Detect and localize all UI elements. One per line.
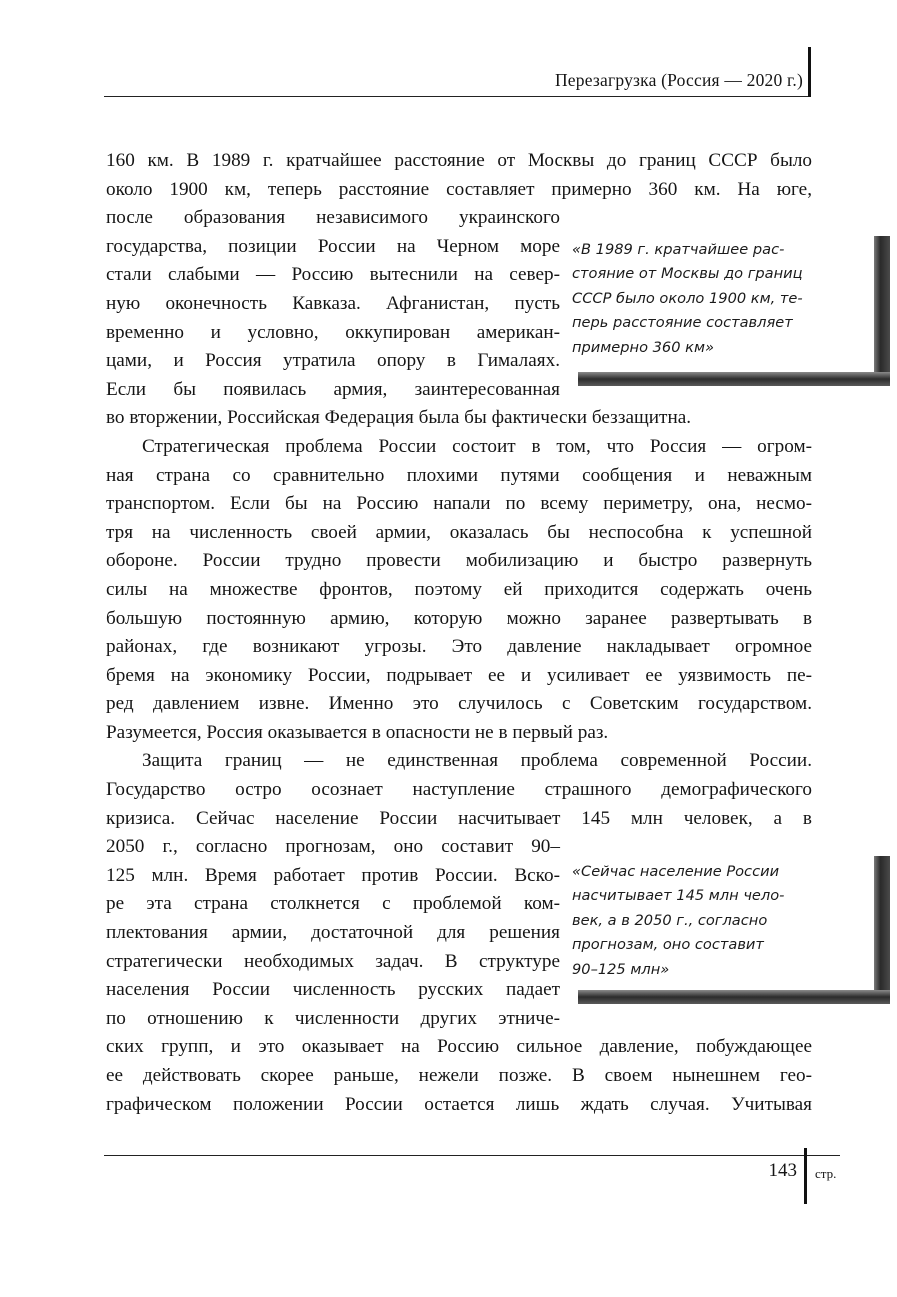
text-line: 125 млн. Время работает против России. Вско-: [106, 864, 560, 886]
pull-quote-shadow: [578, 372, 890, 386]
text-line: бремя на экономику России, подрывает ее и усиливает ее уязвимость пе-: [106, 664, 812, 686]
pull-quote-line: примерно 360 км»: [572, 338, 714, 356]
text-line: обороне. России трудно провести мобилизацию и быстро развернуть: [106, 550, 812, 572]
text-line: цами, и Россия утратила опору в Гималаях.: [106, 350, 560, 372]
text-line: 160 км. В 1989 г. кратчайшее расстояние от Москвы до границ СССР было: [106, 150, 812, 171]
pull-quote-line: прогнозам, оно составит: [572, 936, 764, 954]
text-line: ную оконечность Кавказа. Афганистан, пусть: [106, 292, 560, 314]
footer-rule: [104, 1155, 840, 1156]
text-line: населения России численность русских падает: [106, 979, 560, 1001]
text-line: ная страна со сравнительно плохими путями сообщения и неважным: [106, 464, 812, 486]
text-line: большую постоянную армию, которую можно заранее развертывать в: [106, 607, 812, 629]
text-line: стали слабыми — Россию вытеснили на север-: [106, 264, 560, 286]
header-vertical-rule: [808, 47, 811, 97]
text-line: около 1900 км, теперь расстояние составляет примерно 360 км. На юге,: [106, 178, 812, 200]
text-line: 2050 г., согласно прогнозам, оно составит 90–: [106, 836, 560, 858]
text-line: ских групп, и это оказывает на Россию сильное давление, побуждающее: [106, 1036, 812, 1058]
pull-quote-line: «Сейчас население России: [572, 863, 780, 880]
text-line: графическом положении России остается лишь ждать случая. Учитывая: [106, 1093, 812, 1115]
pull-quote-line: насчитывает 145 млн чело-: [572, 887, 785, 905]
text-line: тря на численность своей армии, оказалась бы неспособна к успешной: [106, 521, 812, 543]
text-line: государства, позиции России на Черном море: [106, 235, 560, 257]
page-label: стр.: [815, 1166, 837, 1181]
text-line: кризиса. Сейчас население России насчитывает 145 млн человек, а в: [106, 807, 812, 829]
text-line: Стратегическая проблема России состоит в том, что Россия — огром-: [142, 435, 812, 457]
pull-quote-line: век, а в 2050 г., согласно: [572, 911, 768, 929]
text-line: по отношению к численности других этниче-: [106, 1007, 560, 1029]
text-line: Государство остро осознает наступление страшного демографического: [106, 779, 812, 801]
pull-quote-line: перь расстояние составляет: [572, 314, 793, 332]
pull-quote-line: стояние от Москвы до границ: [572, 265, 803, 283]
pull-quote-shadow: [874, 236, 890, 386]
pull-quote: [572, 860, 870, 982]
page-number: 143: [768, 1160, 797, 1181]
text-line: во вторжении, Российская Федерация была бы фактически беззащитна.: [106, 407, 692, 429]
pull-quote-shadow: [578, 990, 890, 1004]
pull-quote: [572, 238, 870, 360]
text-line: Защита границ — не единственная проблема современной России.: [142, 750, 812, 772]
running-header-title: Перезагрузка (Россия — 2020 г.): [554, 70, 803, 90]
pull-quote-line: СССР было около 1900 км, те-: [572, 289, 803, 307]
text-line: плектования армии, достаточной для решения: [106, 922, 560, 944]
text-line: ее действовать скорее раньше, нежели позже. В своем нынешнем гео-: [106, 1065, 812, 1086]
text-line: временно и условно, оккупирован американ-: [106, 321, 560, 343]
footer-vertical-rule: [804, 1148, 807, 1204]
pull-quote-shadow: [874, 856, 890, 1004]
text-line: Разумеется, Россия оказывается в опасности не в первый раз.: [106, 721, 609, 743]
text-line: транспортом. Если бы на Россию напали по всему периметру, она, несмо-: [106, 493, 812, 515]
text-line: силы на множестве фронтов, поэтому ей приходится содержать очень: [106, 578, 812, 600]
text-line: ре эта страна столкнется с проблемой ком-: [106, 893, 560, 915]
pull-quote-line: «В 1989 г. кратчайшее рас-: [572, 241, 785, 258]
text-line: районах, где возникают угрозы. Это давление накладывает огромное: [106, 636, 812, 658]
pull-quote-line: 90–125 млн»: [572, 960, 670, 978]
text-line: ред давлением извне. Именно это случилось с Советским государством.: [106, 693, 812, 715]
text-line: после образования независимого украинского: [106, 207, 560, 229]
text-line: стратегически необходимых задач. В структуре: [106, 950, 560, 972]
running-header: [104, 60, 811, 97]
text-line: Если бы появилась армия, заинтересованная: [106, 378, 560, 400]
